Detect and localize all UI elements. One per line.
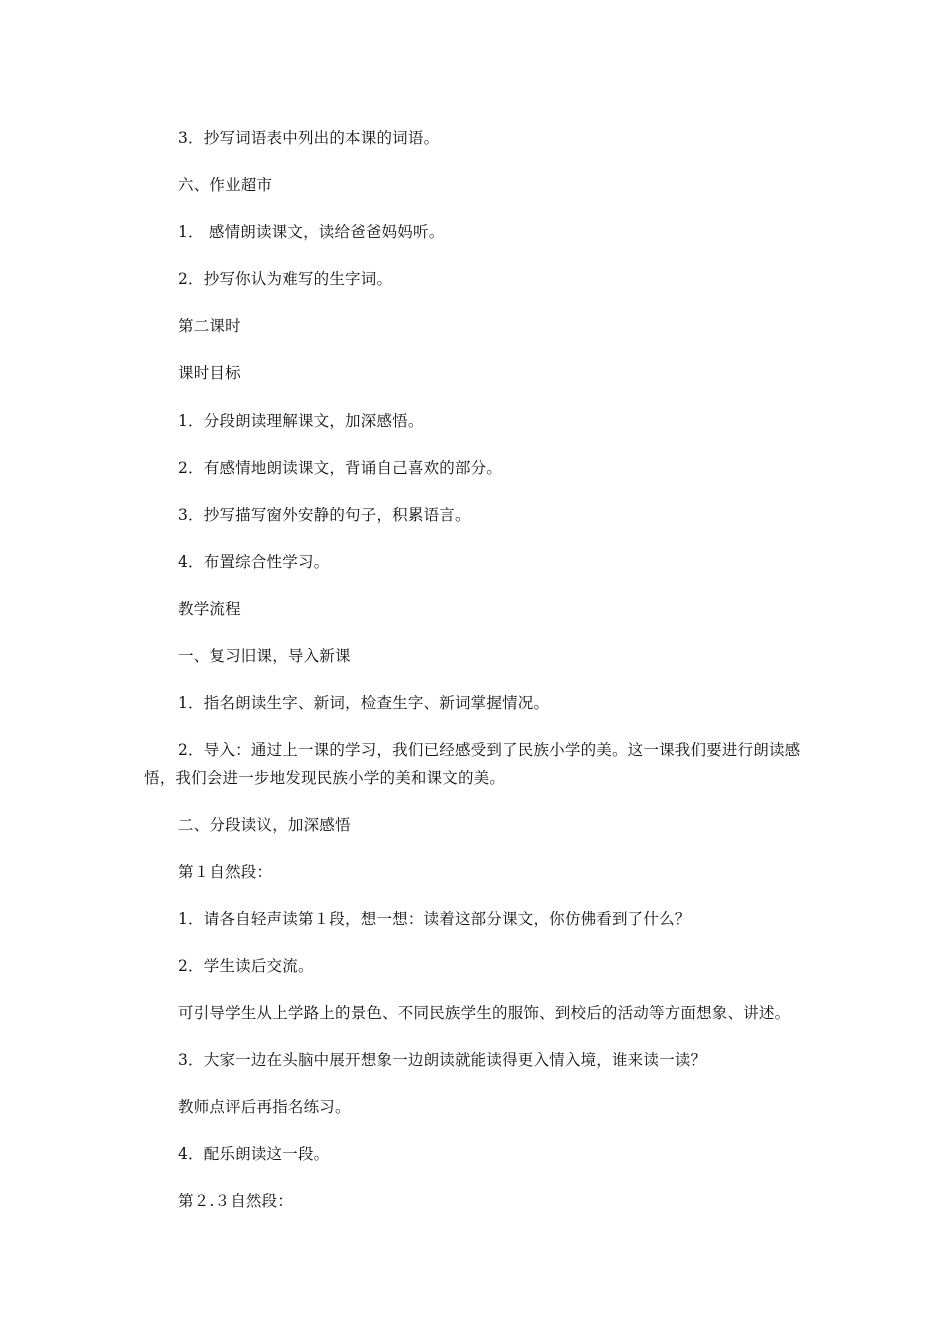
paragraph: 4．布置综合性学习。	[178, 553, 330, 571]
paragraph: 2．有感情地朗读课文，背诵自己喜欢的部分。	[178, 459, 503, 477]
paragraph: 2．学生读后交流。	[178, 957, 314, 975]
subsection-heading: 第２.３自然段：	[178, 1192, 294, 1210]
paragraph: 3．大家一边在头脑中展开想象一边朗读就能读得更入情入境，谁来读一读？	[178, 1051, 707, 1069]
section-heading: 教学流程	[178, 600, 241, 618]
section-heading: 六、作业超市	[178, 176, 273, 194]
subsection-heading: 第１自然段：	[178, 863, 273, 881]
paragraph: 2．抄写你认为难写的生字词。	[178, 270, 393, 288]
paragraph: 1．请各自轻声读第１段，想一想：读着这部分课文，你仿佛看到了什么？	[178, 910, 691, 928]
paragraph: 1．分段朗读理解课文，加深感悟。	[178, 412, 424, 430]
paragraph: 3．抄写词语表中列出的本课的词语。	[178, 129, 440, 147]
section-heading: 第二课时	[178, 317, 241, 335]
paragraph: 1． 感情朗读课文，读给爸爸妈妈听。	[178, 223, 445, 241]
section-heading: 一、复习旧课，导入新课	[178, 647, 351, 665]
paragraph: 1．指名朗读生字、新词，检查生字、新词掌握情况。	[178, 694, 550, 712]
section-heading: 课时目标	[178, 364, 241, 382]
paragraph: 3．抄写描写窗外安静的句子，积累语言。	[178, 506, 471, 524]
paragraph: 2．导入：通过上一课的学习，我们已经感受到了民族小学的美。这一课我们要进行朗读感悟，我们会进一步地发现民族小学的美和课文的美。	[144, 741, 801, 787]
section-heading: 二、分段读议，加深感悟	[178, 816, 351, 834]
paragraph: 教师点评后再指名练习。	[178, 1098, 351, 1116]
paragraph: 4．配乐朗读这一段。	[178, 1145, 330, 1163]
paragraph: 可引导学生从上学路上的景色、不同民族学生的服饰、到校后的活动等方面想象、讲述。	[178, 1004, 791, 1022]
